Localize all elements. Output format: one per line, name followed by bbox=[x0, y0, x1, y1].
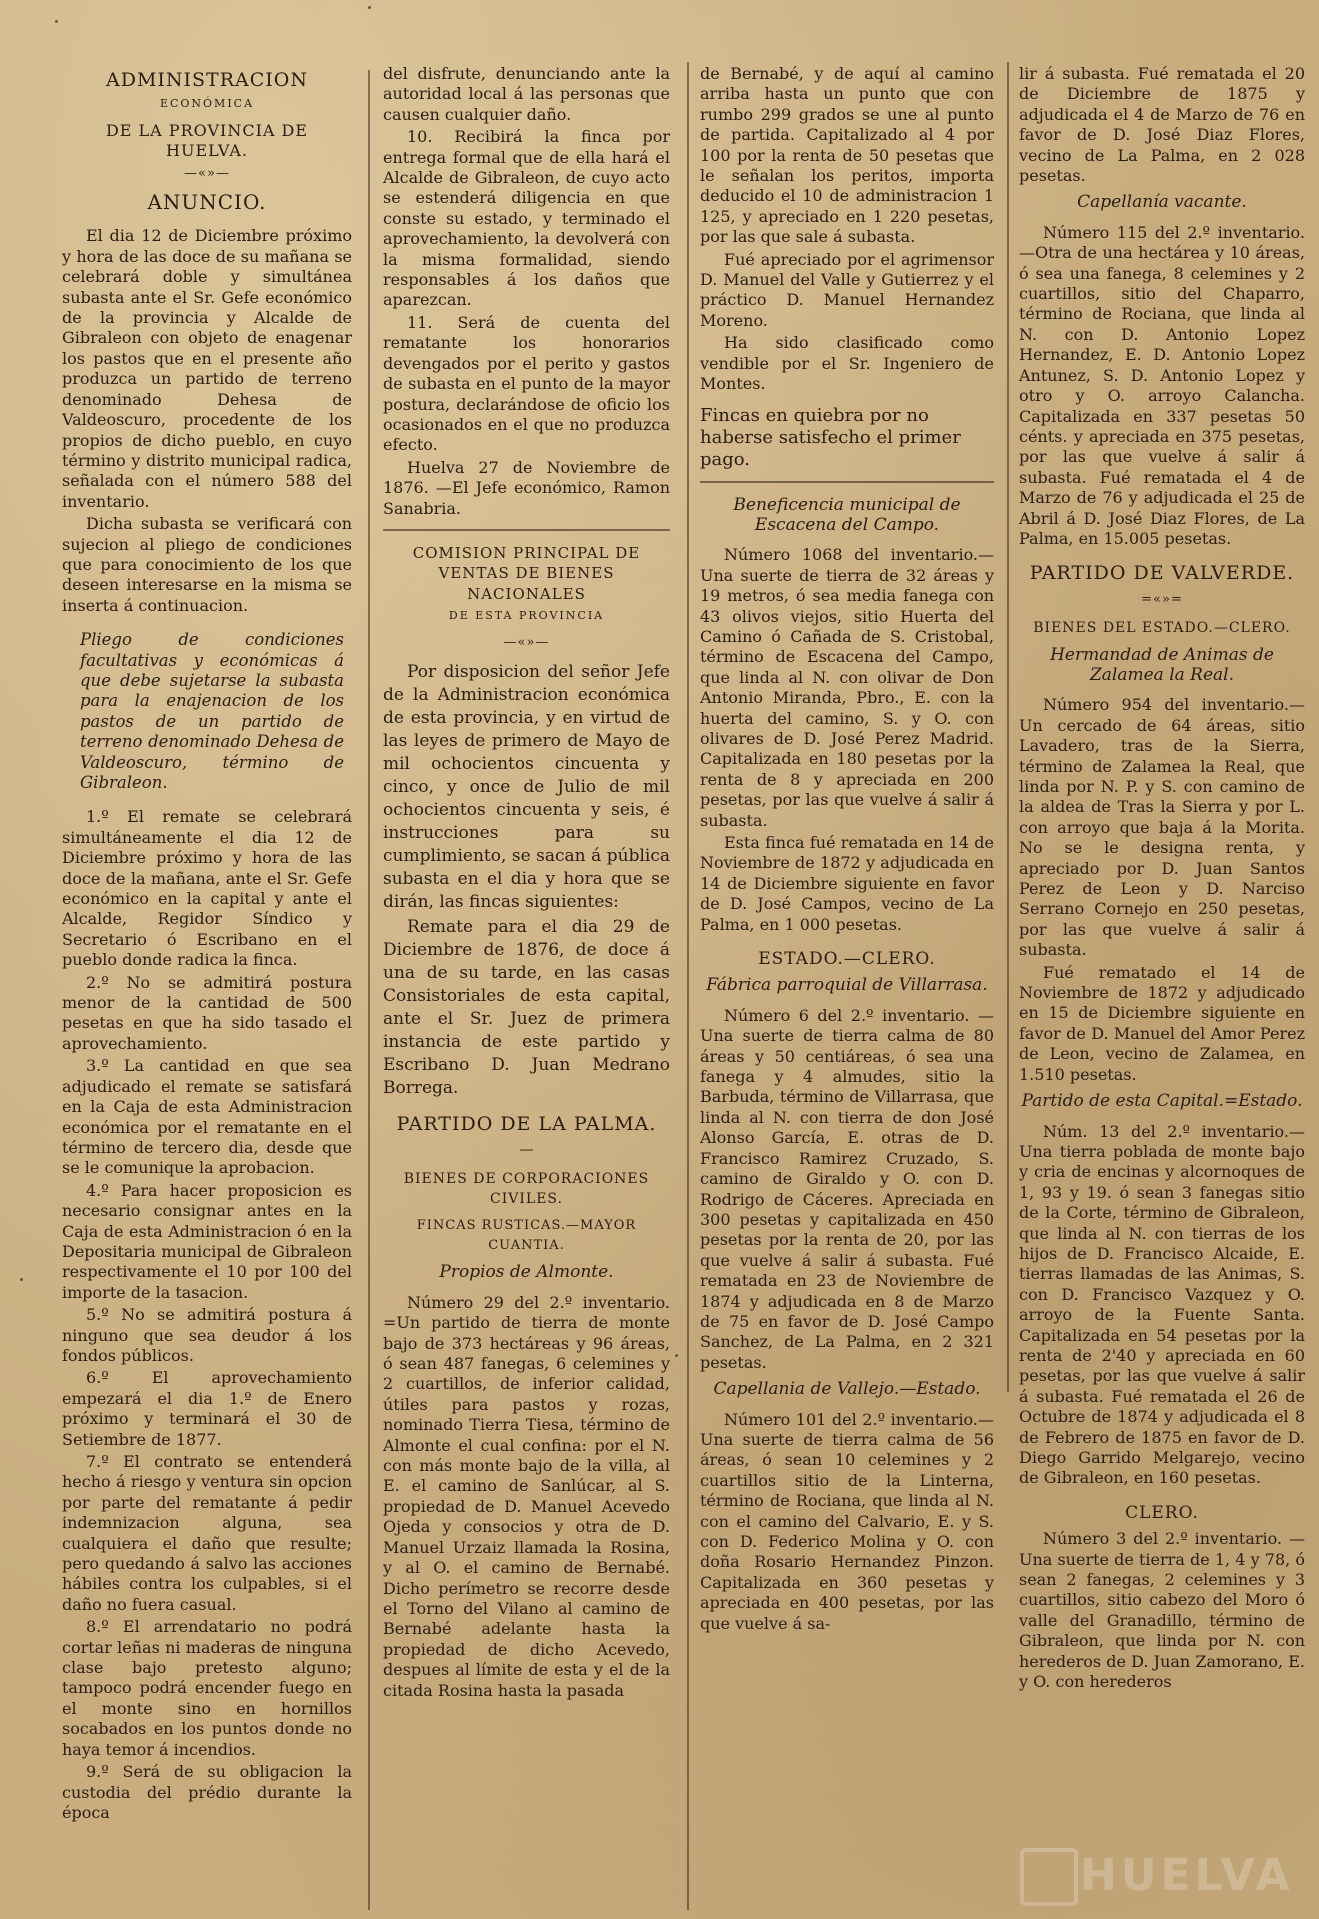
column-rule-1 bbox=[368, 70, 370, 1910]
column-4 bbox=[1019, 64, 1305, 1694]
fincas-rusticas: FINCAS RUSTICAS.—MAYOR CUANTIA. bbox=[416, 1217, 637, 1253]
condition-5: 5.º No se admitirá postura á ninguno que sea deudor á los fondos públicos. bbox=[62, 1305, 352, 1365]
signature: Huelva 27 de Noviembre de 1876. —El Jefe económico, Ramon Sanabria. bbox=[383, 457, 670, 518]
condition-6: 6.º El aprovechamiento empezará el dia 1.º de Enero próximo y terminará el 30 de Setiembre de 1877. bbox=[62, 1368, 352, 1449]
paragraph: Número 1068 del inventario.— Una suerte de tierra de 32 áreas y 19 metros, ó sea media fanega con 43 olivos viejos, sitio Huerta del Camino ó Cañada de S. Cristobal, término de Escacena del Campo, que linda al N. con olivar de Don Antonio Miranda, Pbro., E. con la huerta del camino, S. y O. con olivares de D. José Perez Madrid. Capitalizada en 180 pesetas por la renta de 8 y apreciada en 200 pesetas, por las que vuelve á salir á subasta. bbox=[700, 545, 994, 830]
estado-clero: ESTADO.—CLERO. bbox=[758, 949, 936, 970]
capellania-title: Capellania de Vallejo.—Estado. bbox=[713, 1379, 981, 1400]
column-rule-2 bbox=[687, 62, 689, 1910]
propios-almonte: Propios de Almonte. bbox=[439, 1262, 614, 1283]
divider bbox=[700, 481, 994, 483]
paragraph: de Bernabé, y de aquí al camino arriba hasta un punto que con rumbo 299 grados se une al punto de partida. Capitalizado al 4 por 100 por la renta de 50 pesetas que le señalan los peritos, importa deducido el 10 de administracion 1 125, y apreciado en 1 220 pesetas, por las que sale á subasta. bbox=[700, 64, 994, 247]
condition-3: 3.º La cantidad en que sea adjudicado el remate se satisfará en la Caja de esta Administracion económica por el rematante en el término de tercero dia, desde que se le comunique la aprobacion. bbox=[62, 1056, 352, 1178]
column-3 bbox=[700, 64, 994, 1636]
speck bbox=[55, 20, 58, 23]
hermandad-title: Hermandad de Animas de Zalamea la Real. bbox=[1050, 644, 1274, 685]
header-economica: ECONÓMICA bbox=[159, 97, 255, 111]
paragraph: Número 115 del 2.º inventario. —Otra de una hectárea y 10 áreas, ó sea una fanega, 8 celemines y 2 cuartillos, sitio del Chaparro, término de Rociana, que linda al N. con D. Antonio Lopez Hernandez, E. D. Antonio Lopez Antunez, S. D. Antonio Lopez y otro y O. arroyo Calancha. Capitalizada en 337 pesetas 50 cénts. y apreciada en 375 pesetas, por las que vuelve á salir á subasta. Fué rematada el 4 de Marzo de 76 y adjudicada el 25 de Abril á D. José Diaz Flores, de La Palma, en 15.005 pesetas. bbox=[1019, 222, 1305, 548]
stamp-logo-icon bbox=[1020, 1848, 1078, 1906]
paragraph: del disfrute, denunciando ante la autoridad local á las personas que causen cualquier daño. bbox=[383, 64, 670, 124]
paragraph: Fué rematado el 14 de Noviembre de 1872 y adjudicado en 15 de Diciembre siguiente en favor de D. Manuel del Amor Perez de Leon, vecino de Zalamea, en 1.510 pesetas. bbox=[1019, 962, 1305, 1084]
paragraph: Por disposicion del señor Jefe de la Administracion económica de esta provincia, y en virtud de las leyes de primero de Mayo de mil ochocientos cincuenta y cinco, y once de Julio de mil ochocientos cincuenta y seis, é instrucciones para su cumplimiento, se sacan á pública subasta en el dia y hora que se dirán, las fincas siguientes: bbox=[383, 661, 670, 912]
condition-1: 1.º El remate se celebrará simultáneamente el dia 12 de Diciembre próximo y hora de las doce de la mañana, ante el Sr. Gefe económico en la capital y ante el Alcalde, Regidor Síndico y Secretario ó Escribano en el pueblo donde radica la finca. bbox=[62, 807, 352, 970]
paragraph: Número 101 del 2.º inventario.—Una suerte de tierra calma de 56 áreas, ó sean 10 celemines y 2 cuartillos sitio de la Linterna, término de Rociana, que linda al N. con el camino del Calvario, E. y S. con D. Federico Molina y O. con doña Rosario Hernandez Pinzon. Capitalizada en 360 pesetas y apreciada en 400 pesetas, por las que vuelve á sa- bbox=[700, 1409, 994, 1633]
anuncio-title: ANUNCIO. bbox=[147, 190, 267, 215]
paragraph: Número 6 del 2.º inventario. —Una suerte de tierra calma de 80 áreas y 50 centiáreas, ó sea una fanega y 4 almudes, sitio la Barbuda, término de Villarrasa, que linda al N. con tierra de don José Alonso García, E. otras de D. Francisco Ramirez Cruzado, S. camino de Giraldo y O. con D. Rodrigo de Cáceres. Apreciada en 300 pesetas y capitalizada en 450 pesetas por la renta de 20, por las que vuelve á salir á subasta. Fué rematada en 23 de Noviembre de 1874 y adjudicada en 8 de Marzo de 75 en favor de D. José Campo Sanchez, de La Palma, en 2 321 pesetas. bbox=[700, 1005, 994, 1372]
paragraph: Núm. 13 del 2.º inventario.— Una tierra poblada de monte bajo y cria de encinas y alcornoques de 1, 93 y 19. ó sean 3 fanegas sitio de la Corte, término de Gibraleon, que linda al N. con tierras de los hijos de D. Francisco Alcaide, E. tierras llamadas de las Animas, S. con D. Francisco Vazquez y O. arroyo de la Fuente Santa. Capitalizada en 54 pesetas por la renta de 2'40 y apreciada en 60 pesetas, por las que vuelve á salir á subasta. Fué rematada el 26 de Octubre de 1874 y adjudicada el 8 de Febrero de 1875 en favor de D. Diego Garrido Melgarejo, vecino de Gibraleon, en 160 pesetas. bbox=[1019, 1121, 1305, 1488]
partido-capital: Partido de esta Capital.=Estado. bbox=[1021, 1091, 1303, 1112]
paragraph: lir á subasta. Fué rematada el 20 de Diciembre de 1875 y adjudicada el 4 de Marzo de 76 en favor de D. José Diaz Flores, vecino de La Palma, en 2 028 pesetas. bbox=[1019, 64, 1305, 186]
divider bbox=[383, 529, 670, 531]
column-rule-3 bbox=[1007, 62, 1009, 1392]
header-provincia: DE LA PROVINCIA DE HUELVA. bbox=[105, 120, 309, 161]
speck bbox=[20, 1278, 23, 1281]
beneficencia-title: Beneficencia municipal de Escacena del Campo. bbox=[733, 494, 961, 535]
condition-11: 11. Será de cuenta del rematante los honorarios devengados por el perito y gastos de subasta en el punto de la mayor postura, declarándose de oficio los ocasionados en el que no produzca efecto. bbox=[383, 312, 670, 455]
paragraph: Esta finca fué rematada en 14 de Noviembre de 1872 y adjudicada en 14 de Diciembre siguiente en favor de D. José Campos, vecino de La Palma, en 1 000 pesetas. bbox=[700, 833, 994, 934]
bienes-estado: BIENES DEL ESTADO.—CLERO. bbox=[1033, 620, 1291, 637]
condition-2: 2.º No se admitirá postura menor de la cantidad de 500 pesetas en que ha sido tasado el aprovechamiento. bbox=[62, 972, 352, 1053]
bienes-corporaciones: BIENES DE CORPORACIONES CIVILES. bbox=[403, 1170, 650, 1208]
comision-title: COMISION PRINCIPAL DE VENTAS DE BIENES NACIONALES bbox=[412, 543, 641, 603]
pliego-title: Pliego de condiciones facultativas y económicas á que debe sujetarse la subasta para la enajenacion de los pastos de un partido de terreno denominado Dehesa de Valdeoscuro, término de Gibraleon. bbox=[80, 630, 344, 792]
clero-title: CLERO. bbox=[1125, 1502, 1199, 1523]
column-2 bbox=[383, 64, 670, 1703]
partido-valverde: PARTIDO DE VALVERDE. bbox=[1029, 562, 1295, 585]
capellania-vacante: Capellanía vacante. bbox=[1077, 192, 1247, 213]
comision-subtitle: DE ESTA PROVINCIA bbox=[448, 609, 605, 623]
header-administracion: ADMINISTRACION bbox=[105, 69, 308, 91]
paragraph: Número 29 del 2.º inventario. =Un partido de tierra de monte bajo de 373 hectáreas y 96 áreas, ó sean 487 fanegas, 6 celemines y 2 cuartillos, de inferior calidad, útiles para pastos y rozas, nominado Tierra Tiesa, término de Almonte el cual confina: por el N. con más monte bajo de la villa, al E. el camino de Sanlúcar, al S. propiedad de D. Manuel Acevedo Ojeda y consocios y otra de D. Manuel Urzaiz llamada la Rosina, y al O. el camino de Bernabé. Dicho perímetro se recorre desde el Torno del Vilano al camino de Bernabé adelante hasta la propiedad de dicho Acevedo, despues al límite de esta y el de la citada Rosina hasta la pasada bbox=[383, 1292, 670, 1700]
fincas-quiebra-title: Fincas en quiebra por no haberse satisfecho el primer pago. bbox=[700, 404, 961, 470]
fabrica-title: Fábrica parroquial de Villarrasa. bbox=[706, 975, 988, 996]
speck bbox=[675, 1354, 678, 1357]
ornament: —«»— bbox=[503, 634, 550, 650]
column-1 bbox=[62, 64, 352, 1825]
paragraph: Dicha subasta se verificará con sujecion al pliego de condiciones que para conocimiento de los que deseen interesarse en la misma se inserta á continuacion. bbox=[62, 514, 352, 615]
paragraph: Número 954 del inventario.— Un cercado de 64 áreas, sitio Lavadero, tras de la Sierra, término de Zalamea la Real, que linda por N. P. y S. con camino de la aldea de Tras la Sierra y por L. con arroyo que baja á la Morita. No se le designa renta, y apreciado por D. Juan Santos Perez de Leon y D. Narciso Serrano Cornejo en 250 pesetas, por las que vuelve á salir á subasta. bbox=[1019, 695, 1305, 960]
condition-10: 10. Recibirá la finca por entrega formal que de ella hará el Alcalde de Gibraleon, de cuyo acto se estenderá diligencia en que conste su estado, y terminado el aprovechamiento, la devolverá con la misma formalidad, siendo responsables á los daños que aparezcan. bbox=[383, 127, 670, 310]
paragraph: Fué apreciado por el agrimensor D. Manuel del Valle y Gutierrez y el práctico D. Manuel Hernandez Moreno. bbox=[700, 249, 994, 330]
speck bbox=[368, 6, 371, 9]
paragraph: Ha sido clasificado como vendible por el Sr. Ingeniero de Montes. bbox=[700, 333, 994, 394]
ornament: —«»— bbox=[184, 165, 230, 181]
condition-7: 7.º El contrato se entenderá hecho á riesgo y ventura sin opcion por parte del rematante á pedir indemnizacion alguna, sea cualquiera el daño que resulte; pero quedando á salvo las acciones hábiles contra los culpables, si el daño no fuera casual. bbox=[62, 1452, 352, 1614]
paragraph: Número 3 del 2.º inventario. —Una suerte de tierra de 1, 4 y 78, ó sean 2 fanegas, 2 celemines y 3 cuartillos, sitio cabezo del Moro ó valle del Granadillo, término de Gibraleon, que linda por N. con herederos de D. Juan Zamorano, E. y O. con herederos bbox=[1019, 1529, 1305, 1692]
condition-9: 9.º Será de su obligacion la custodia del prédio durante la época bbox=[62, 1762, 352, 1822]
paragraph: Remate para el dia 29 de Diciembre de 1876, de doce á una de su tarde, en las casas Consistoriales de esta capital, ante el Sr. Juez de primera instancia de este partido y Escribano D. Juan Medrano Borrega. bbox=[383, 916, 670, 1098]
partido-la-palma: PARTIDO DE LA PALMA. bbox=[396, 1112, 657, 1135]
ornament: =«»= bbox=[1141, 591, 1183, 607]
paragraph: El dia 12 de Diciembre próximo y hora de las doce de su mañana se celebrará doble y simultánea subasta ante el Sr. Gefe económico de la provincia y Alcalde de Gibraleon con objeto de enagenar los pastos que en el presente año produzca un partido de terreno denominado Dehesa de Valdeoscuro, procedente de los propios de dicho pueblo, en cuyo término y distrito municipal radica, señalada con el número 588 del inventario. bbox=[62, 226, 352, 511]
separator: — bbox=[519, 1142, 534, 1159]
watermark-stamp: HUELVA bbox=[1080, 1850, 1294, 1901]
condition-8: 8.º El arrendatario no podrá cortar leñas ni maderas de ninguna clase bajo pretesto alguno; tampoco podrá encender fuego en el monte sino en hornillos socabados en los puntos donde no haya temor á incendios. bbox=[62, 1617, 352, 1759]
condition-4: 4.º Para hacer proposicion es necesario consignar antes en la Caja de esta Administracion ó en la Depositaria municipal de Gibraleon respectivamente el 10 por 100 del importe de la tasacion. bbox=[62, 1180, 352, 1302]
